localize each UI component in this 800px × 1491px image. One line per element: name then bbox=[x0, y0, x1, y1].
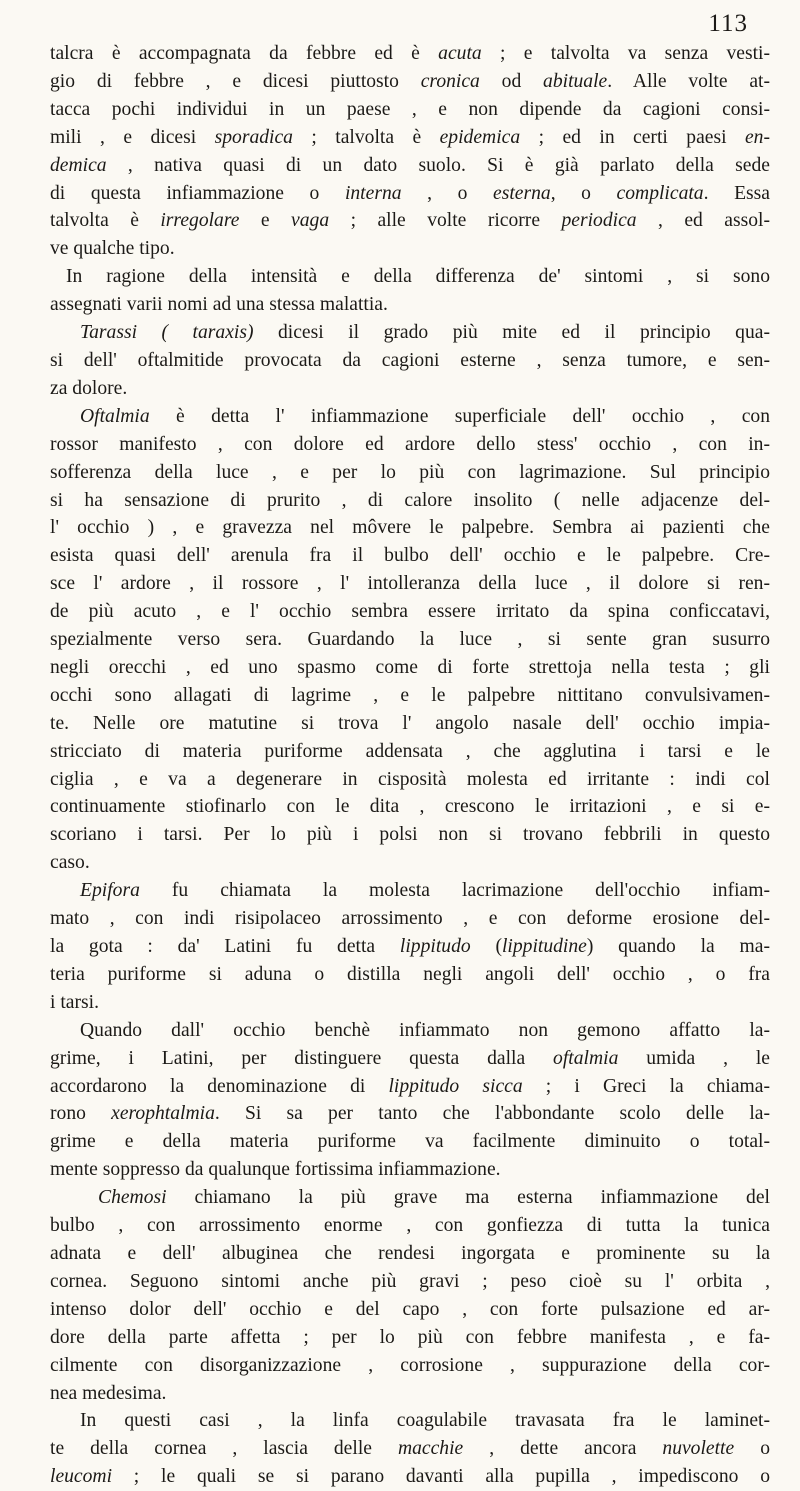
text-run: sofferenza della luce , e per lo più con lagrimazione. Sul principio bbox=[50, 461, 770, 483]
text-line bbox=[50, 849, 770, 877]
text-line bbox=[50, 1184, 770, 1212]
text-line bbox=[50, 291, 770, 319]
text-line bbox=[50, 180, 770, 208]
text-line bbox=[50, 598, 770, 626]
text-run: . Alle volte at- bbox=[607, 70, 770, 92]
text-run: caso. bbox=[50, 852, 90, 874]
text-run: chiamano la più grave ma esterna infiammazione del bbox=[166, 1187, 770, 1209]
text-line bbox=[50, 1380, 770, 1408]
text-run: umida , le bbox=[618, 1047, 770, 1069]
text-line bbox=[50, 961, 770, 989]
page-number: 113 bbox=[708, 10, 748, 37]
text-run: rossor manifesto , con dolore ed ardore dello stess' occhio , con in- bbox=[50, 433, 770, 455]
text-run: In questi casi , la linfa coagulabile travasata fra le laminet- bbox=[80, 1410, 770, 1432]
text-line bbox=[50, 1017, 770, 1045]
italic-term: oftalmia bbox=[553, 1047, 619, 1069]
text-line bbox=[50, 1240, 770, 1268]
text-line bbox=[50, 738, 770, 766]
text-run: sce l' ardore , il rossore , l' intolleranza della luce , il dolore si ren- bbox=[50, 573, 770, 595]
italic-term: irregolare bbox=[160, 210, 240, 232]
text-line bbox=[50, 766, 770, 794]
text-run: l' occhio ) , e gravezza nel môvere le palpebre. Sembra ai pazienti che bbox=[50, 517, 770, 539]
italic-term: vaga bbox=[291, 210, 330, 232]
text-line bbox=[50, 1352, 770, 1380]
text-line bbox=[50, 207, 770, 235]
italic-term: epidemica bbox=[439, 126, 521, 148]
text-line bbox=[50, 1128, 770, 1156]
italic-term: nuvolette bbox=[662, 1438, 735, 1460]
italic-term: xerophtalmia bbox=[111, 1103, 215, 1125]
text-run: dore della parte affetta ; per lo più con febbre manifesta , e fa- bbox=[50, 1326, 770, 1348]
text-run: od bbox=[479, 70, 544, 92]
text-run: cilmente con disorganizzazione , corrosione , suppurazione della cor- bbox=[50, 1354, 770, 1376]
text-run: intenso dolor dell' occhio e del capo , con forte pulsazione ed ar- bbox=[50, 1298, 770, 1320]
text-line bbox=[50, 1212, 770, 1240]
text-run: , o bbox=[401, 182, 493, 204]
text-run: la gota : da' Latini fu detta bbox=[50, 936, 400, 957]
italic-term: cronica bbox=[420, 70, 480, 92]
text-run: o bbox=[734, 1438, 770, 1460]
text-run: , o bbox=[550, 182, 617, 204]
italic-term: Tarassi ( taraxis) bbox=[80, 322, 254, 344]
text-line bbox=[50, 570, 770, 598]
text-run: si ha sensazione di prurito , di calore insolito ( nelle adjacenze del- bbox=[50, 489, 770, 511]
text-run: è detta l' infiammazione superficiale dell' occhio , con bbox=[149, 405, 770, 427]
text-line bbox=[50, 1296, 770, 1324]
text-line bbox=[50, 1268, 770, 1296]
text-line bbox=[50, 431, 770, 459]
text-run: grime, i Latini, per distinguere questa dalla bbox=[50, 1047, 554, 1069]
text-line bbox=[50, 989, 770, 1017]
text-run: ; alle volte ricorre bbox=[329, 210, 562, 232]
italic-term: Oftalmia bbox=[80, 405, 150, 427]
text-run: assegnati varii nomi ad una stessa malattia. bbox=[50, 294, 388, 316]
italic-term: en- bbox=[744, 126, 770, 148]
text-line bbox=[50, 877, 770, 905]
text-line bbox=[50, 1463, 770, 1491]
text-run: , dette ancora bbox=[463, 1438, 663, 1460]
text-line bbox=[50, 626, 770, 654]
text-run: ; e talvolta va senza vesti- bbox=[481, 43, 770, 64]
text-run: accordarono la denominazione di bbox=[50, 1075, 389, 1097]
text-run: za dolore. bbox=[50, 377, 128, 399]
text-line bbox=[50, 1435, 770, 1463]
text-run: ; talvolta è bbox=[292, 126, 440, 148]
text-run: mili , e dicesi bbox=[50, 126, 215, 148]
text-line bbox=[50, 96, 770, 124]
text-line bbox=[50, 710, 770, 738]
text-run: esista quasi dell' arenula fra il bulbo dell' occhio e le palpebre. Cre- bbox=[50, 545, 770, 567]
italic-term: esterna bbox=[493, 182, 551, 204]
italic-term: sporadica bbox=[214, 126, 293, 148]
text-run: . Si sa per tanto che l'abbondante scolo delle la- bbox=[214, 1103, 770, 1125]
text-line bbox=[50, 514, 770, 542]
text-run: te. Nelle ore matutine si trova l' angolo nasale dell' occhio impia- bbox=[50, 712, 770, 734]
text-line bbox=[50, 654, 770, 682]
text-line bbox=[50, 347, 770, 375]
text-run: ciglia , e va a degenerare in cisposità molesta ed irritante : indi col bbox=[50, 768, 770, 790]
text-run: continuamente stiofinarlo con le dita , crescono le irritazioni , e si e- bbox=[50, 796, 770, 818]
italic-term: demica bbox=[50, 154, 107, 176]
text-run: . Essa bbox=[703, 182, 770, 204]
text-run: tacca pochi individui in un paese , e non dipende da cagioni consi- bbox=[50, 98, 770, 120]
text-run: ; le quali se si parano davanti alla pupilla , impediscono o bbox=[112, 1466, 770, 1488]
text-line bbox=[50, 68, 770, 96]
text-line bbox=[50, 235, 770, 263]
text-run: cornea. Seguono sintomi anche più gravi ; peso cioè su l' orbita , bbox=[50, 1270, 770, 1292]
text-line bbox=[50, 905, 770, 933]
text-run: scoriano i tarsi. Per lo più i polsi non si trovano febbrili in questo bbox=[50, 824, 770, 846]
text-run: nea medesima. bbox=[50, 1382, 167, 1404]
body-text bbox=[50, 40, 770, 1491]
italic-term: interna bbox=[344, 182, 402, 204]
italic-term: acuta bbox=[438, 43, 482, 64]
text-run: stricciato di materia puriforme addensata , che agglutina i tarsi e le bbox=[50, 740, 770, 762]
text-run: te della cornea , lascia delle bbox=[50, 1438, 398, 1460]
text-run: e bbox=[239, 210, 292, 232]
text-run: negli orecchi , ed uno spasmo come di forte strettoja nella testa ; gli bbox=[50, 656, 770, 678]
text-run: ) quando la ma- bbox=[586, 936, 770, 957]
italic-term: macchie bbox=[397, 1438, 464, 1460]
text-line bbox=[50, 152, 770, 180]
text-line bbox=[50, 487, 770, 515]
italic-term: periodica bbox=[561, 210, 637, 232]
italic-term: Epifora bbox=[80, 880, 140, 902]
text-line bbox=[50, 459, 770, 487]
text-run: ve qualche tipo. bbox=[50, 238, 175, 260]
text-line bbox=[50, 1407, 770, 1435]
text-run: gio di febbre , e dicesi piuttosto bbox=[50, 70, 421, 92]
text-run: dicesi il grado più mite ed il principio qua- bbox=[253, 322, 770, 344]
text-line bbox=[50, 319, 770, 347]
text-run: ; ed in certi paesi bbox=[520, 126, 745, 148]
italic-term: lippitudo sicca bbox=[388, 1075, 523, 1097]
italic-term: lippitudo bbox=[399, 936, 471, 957]
text-line bbox=[50, 263, 770, 291]
text-line bbox=[50, 124, 770, 152]
text-line bbox=[50, 793, 770, 821]
text-run: si dell' oftalmitide provocata da cagioni esterne , senza tumore, e sen- bbox=[50, 349, 770, 371]
text-line bbox=[50, 1156, 770, 1184]
text-run: fu chiamata la molesta lacrimazione dell'occhio infiam- bbox=[139, 880, 770, 902]
text-run: mato , con indi risipolaceo arrossimento , e con deforme erosione del- bbox=[50, 908, 770, 930]
text-run: spezialmente verso sera. Guardando la luce , si sente gran susurro bbox=[50, 629, 770, 651]
text-line bbox=[50, 1100, 770, 1128]
text-run: i tarsi. bbox=[50, 991, 99, 1013]
text-run: mente soppresso da qualunque fortissima infiammazione. bbox=[50, 1159, 501, 1181]
text-run: grime e della materia puriforme va facilmente diminuito o total- bbox=[50, 1131, 770, 1153]
text-line bbox=[50, 40, 770, 68]
text-line bbox=[50, 403, 770, 431]
text-line bbox=[50, 1073, 770, 1101]
italic-term: Chemosi bbox=[98, 1187, 167, 1209]
italic-term: leucomi bbox=[50, 1466, 113, 1488]
text-line bbox=[50, 375, 770, 403]
italic-term: complicata bbox=[616, 182, 704, 204]
text-run: ( bbox=[470, 936, 502, 957]
text-run: , ed assol- bbox=[636, 210, 770, 232]
text-line bbox=[50, 933, 770, 961]
text-run: talcra è accompagnata da febbre ed è bbox=[50, 43, 439, 64]
text-run: talvolta è bbox=[50, 210, 161, 232]
text-run: rono bbox=[50, 1103, 112, 1125]
text-run: , nativa quasi di un dato suolo. Si è già parlato della sede bbox=[106, 154, 770, 176]
text-run: Quando dall' occhio benchè infiammato non gemono affatto la- bbox=[80, 1019, 770, 1041]
text-run: di questa infiammazione o bbox=[50, 182, 345, 204]
italic-term: abituale bbox=[543, 70, 608, 92]
text-run: adnata e dell' albuginea che rendesi ingorgata e prominente su la bbox=[50, 1242, 770, 1264]
text-run: teria puriforme si aduna o distilla negli angoli dell' occhio , o fra bbox=[50, 963, 770, 985]
text-line bbox=[50, 682, 770, 710]
text-line bbox=[50, 542, 770, 570]
text-run: occhi sono allagati di lagrime , e le palpebre nittitano convulsivamen- bbox=[50, 684, 770, 706]
text-run: de più acuto , e l' occhio sembra essere irritato da spina conficcatavi, bbox=[50, 601, 770, 623]
text-line bbox=[50, 1324, 770, 1352]
text-run: bulbo , con arrossimento enorme , con gonfiezza di tutta la tunica bbox=[50, 1215, 770, 1237]
text-run: In ragione della intensità e della differenza de' sintomi , si sono bbox=[66, 266, 770, 288]
text-run: ; i Greci la chiama- bbox=[522, 1075, 770, 1097]
text-line bbox=[50, 821, 770, 849]
text-line bbox=[50, 1045, 770, 1073]
italic-term: lippitudine bbox=[501, 936, 587, 957]
